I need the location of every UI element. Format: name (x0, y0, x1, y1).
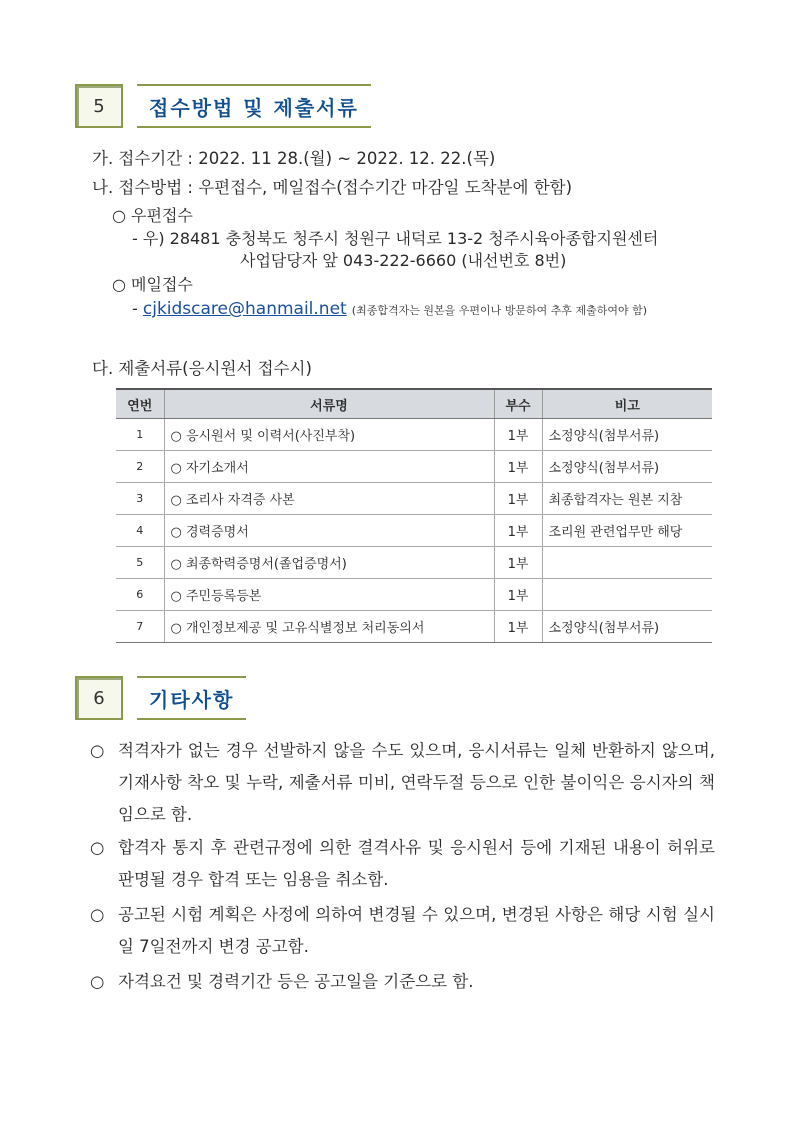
post-address-line1: - 우) 28481 충청북도 청주시 청원구 내덕로 13-2 청주시육아종합지원센터 (132, 229, 659, 248)
header-doc-name: 서류명 (164, 389, 494, 419)
table-row (116, 483, 712, 515)
cell-no: 2 (116, 451, 164, 483)
cell-doc-name: ○ 개인정보제공 및 고유식별정보 처리동의서 (164, 611, 494, 643)
cell-doc-name: ○ 조리사 자격증 사본 (164, 483, 494, 515)
note-item (90, 735, 715, 831)
cell-doc-name: ○ 최종학력증명서(졸업증명서) (164, 547, 494, 579)
cell-remarks: 소정양식(첨부서류) (542, 611, 712, 643)
email-link[interactable]: cjkidscare@hanmail.net (142, 299, 347, 319)
cell-remarks: 소정양식(첨부서류) (542, 419, 712, 451)
table-row (116, 451, 712, 483)
cell-copies: 1부 (494, 451, 542, 483)
table-row (116, 419, 712, 451)
mail-heading: ○ 메일접수 (112, 275, 193, 294)
section-title: 기타사항 (137, 676, 246, 720)
cell-doc-name: ○ 자기소개서 (164, 451, 494, 483)
header-remarks: 비고 (542, 389, 712, 419)
cell-no: 7 (116, 611, 164, 643)
note-text: 합격자 통지 후 관련규정에 의한 결격사유 및 응시원서 등에 기재된 내용이 허위로 판명될 경우 합격 또는 임용을 취소함. (118, 838, 715, 889)
section-title: 접수방법 및 제출서류 (137, 84, 371, 128)
note-item (90, 899, 715, 963)
note-text: 적격자가 없는 경우 선발하지 않을 수도 있으며, 응시서류는 일체 반환하지 않으며, 기재사항 착오 및 누락, 제출서류 미비, 연락두절 등으로 인한 불이익은 응시자의 책임으로 함. (118, 741, 715, 824)
cell-doc-name: ○ 응시원서 및 이력서(사진부착) (164, 419, 494, 451)
cell-no: 4 (116, 515, 164, 547)
cell-remarks: 최종합격자는 원본 지참 (542, 483, 712, 515)
application-method: 나. 접수방법 : 우편접수, 메일접수(접수기간 마감일 도착분에 한함) (92, 178, 573, 197)
cell-no: 6 (116, 579, 164, 611)
note-bullet: ○ (90, 838, 105, 857)
header-copies: 부수 (494, 389, 542, 419)
table-header-row (116, 389, 712, 419)
documents-heading: 다. 제출서류(응시원서 접수시) (92, 359, 312, 378)
cell-remarks (542, 547, 712, 579)
table-row (116, 579, 712, 611)
cell-no: 1 (116, 419, 164, 451)
note-text: 공고된 시험 계획은 사정에 의하여 변경될 수 있으며, 변경된 사항은 해당 시험 실시일 7일전까지 변경 공고함. (118, 905, 715, 956)
note-bullet: ○ (90, 741, 105, 760)
note-bullet: ○ (90, 905, 105, 924)
note-item (90, 966, 715, 998)
cell-copies: 1부 (494, 515, 542, 547)
post-heading: ○ 우편접수 (112, 206, 193, 225)
section-number: 5 (75, 84, 123, 128)
cell-remarks: 소정양식(첨부서류) (542, 451, 712, 483)
table-row (116, 547, 712, 579)
cell-copies: 1부 (494, 483, 542, 515)
section-number: 6 (75, 676, 123, 720)
cell-no: 3 (116, 483, 164, 515)
table-row (116, 515, 712, 547)
header-no: 연번 (116, 389, 164, 419)
mail-line (132, 299, 647, 319)
table-row (116, 611, 712, 643)
application-period: 가. 접수기간 : 2022. 11 28.(월) ~ 2022. 12. 22.(목) (92, 149, 496, 168)
note-text: 자격요건 및 경력기간 등은 공고일을 기준으로 함. (118, 972, 474, 991)
cell-doc-name: ○ 주민등록등본 (164, 579, 494, 611)
cell-copies: 1부 (494, 611, 542, 643)
cell-no: 5 (116, 547, 164, 579)
cell-copies: 1부 (494, 547, 542, 579)
note-bullet: ○ (90, 972, 105, 991)
note-item (90, 832, 715, 896)
mail-dash: - (132, 299, 138, 318)
cell-remarks: 조리원 관련업무만 해당 (542, 515, 712, 547)
documents-table (116, 388, 712, 643)
cell-copies: 1부 (494, 579, 542, 611)
cell-remarks (542, 579, 712, 611)
cell-doc-name: ○ 경력증명서 (164, 515, 494, 547)
post-address-line2: 사업담당자 앞 043-222-6660 (내선번호 8번) (240, 251, 567, 270)
cell-copies: 1부 (494, 419, 542, 451)
mail-note: (최종합격자는 원본을 우편이나 방문하여 추후 제출하여야 함) (351, 304, 648, 317)
